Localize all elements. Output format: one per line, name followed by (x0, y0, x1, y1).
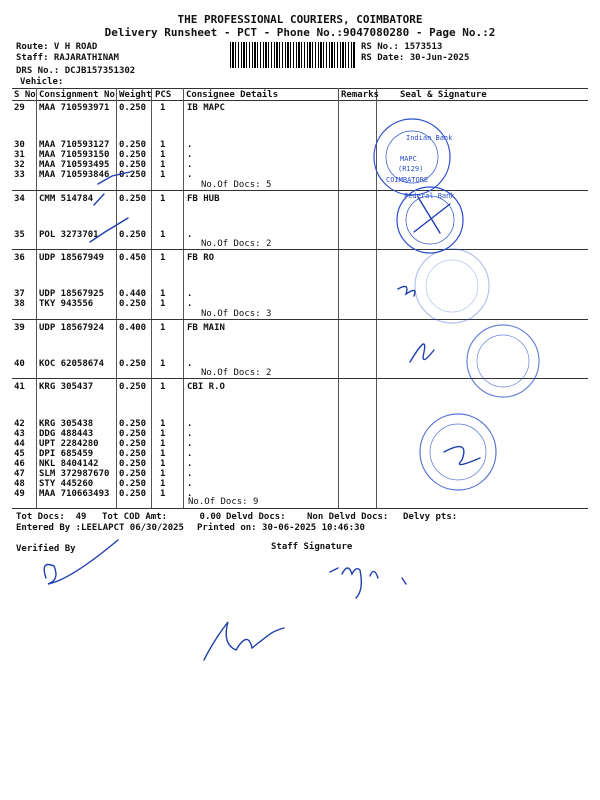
consignment-no-cell: MAA 710593495 (39, 160, 110, 170)
column-header: Consignment No (39, 90, 115, 100)
col-divider (376, 88, 377, 508)
pcs-cell: 1 (160, 323, 166, 333)
s-no-cell: 40 (14, 359, 25, 369)
weight-cell: 0.440 (119, 289, 147, 299)
pcs-cell: 1 (160, 469, 166, 479)
consignee-details-cell: . (187, 289, 193, 299)
consignee-details-cell: . (187, 439, 193, 449)
consignee-details-cell: . (187, 150, 193, 160)
column-header: PCS (155, 90, 172, 100)
consignment-no-cell: DDG 488443 (39, 429, 94, 439)
vehicle-label: Vehicle: (20, 77, 64, 87)
column-header: Weight (119, 90, 152, 100)
barcode (230, 42, 355, 68)
delivered-docs: Delvd Docs: (226, 512, 286, 522)
docs-count: No.Of Docs: 9 (188, 497, 259, 507)
s-no-cell: 49 (14, 489, 25, 499)
consignment-no-cell: NKL 8404142 (39, 459, 99, 469)
pcs-cell: 1 (160, 459, 166, 469)
consignment-no-cell: MAA 710593150 (39, 150, 110, 160)
docs-count: No.Of Docs: 2 (201, 368, 272, 378)
consignment-no-cell: KOC 62058674 (39, 359, 105, 369)
consignee-details-cell: FB HUB (187, 194, 220, 204)
s-no-cell: 39 (14, 323, 25, 333)
s-no-cell: 41 (14, 382, 25, 392)
pcs-cell: 1 (160, 253, 166, 263)
pcs-cell: 1 (160, 230, 166, 240)
consignee-details-cell: . (187, 140, 193, 150)
weight-cell: 0.250 (119, 459, 147, 469)
docs-count: No.Of Docs: 2 (201, 239, 272, 249)
group-divider (12, 249, 588, 250)
s-no-cell: 46 (14, 459, 25, 469)
stamp-city: COIMBATORE (386, 176, 429, 184)
pcs-cell: 1 (160, 289, 166, 299)
consignee-details-cell: . (187, 479, 193, 489)
group-divider (12, 319, 588, 320)
consignment-no-cell: MAA 710593846 (39, 170, 110, 180)
table-top-rule (12, 88, 588, 89)
runsheet-subtitle: Delivery Runsheet - PCT - Phone No.:9047080280 - Page No.:2 (104, 26, 496, 39)
weight-cell: 0.250 (119, 359, 147, 369)
consignee-details-cell: . (187, 359, 193, 369)
pcs-cell: 1 (160, 359, 166, 369)
weight-cell: 0.250 (119, 429, 147, 439)
column-header: Seal & Signature (400, 90, 487, 100)
consignee-details-cell: . (187, 429, 193, 439)
weight-cell: 0.250 (119, 382, 147, 392)
table-bottom-rule (12, 508, 588, 509)
table-header-rule (12, 100, 588, 101)
consignment-no-cell: KRG 305437 (39, 382, 94, 392)
pcs-cell: 1 (160, 489, 166, 499)
s-no-cell: 37 (14, 289, 25, 299)
consignment-no-cell: MAA 710663493 (39, 489, 110, 499)
non-delivered-docs: Non Delvd Docs: (307, 512, 389, 522)
pcs-cell: 1 (160, 103, 166, 113)
delivery-points: Delvy pts: (403, 512, 458, 522)
pcs-cell: 1 (160, 439, 166, 449)
faded-seal (415, 249, 489, 323)
consignee-details-cell: . (187, 459, 193, 469)
weight-cell: 0.400 (119, 323, 147, 333)
column-header: Remarks (341, 90, 379, 100)
s-no-cell: 48 (14, 479, 25, 489)
s-no-cell: 32 (14, 160, 25, 170)
weight-cell: 0.250 (119, 140, 147, 150)
s-no-cell: 30 (14, 140, 25, 150)
col-divider (116, 88, 117, 508)
pcs-cell: 1 (160, 160, 166, 170)
consignee-details-cell: . (187, 419, 193, 429)
col-divider (151, 88, 152, 508)
s-no-cell: 31 (14, 150, 25, 160)
consignee-details-cell: . (187, 469, 193, 479)
consignment-no-cell: CMM 514784 (39, 194, 94, 204)
consignee-details-cell: . (187, 160, 193, 170)
total-cod-amount: Tot COD Amt: 0.00 (102, 512, 222, 522)
weight-cell: 0.250 (119, 469, 147, 479)
consignee-details-cell: . (187, 449, 193, 459)
signature (410, 344, 434, 362)
pcs-cell: 1 (160, 299, 166, 309)
s-no-cell: 38 (14, 299, 25, 309)
staff-signature (330, 568, 378, 598)
pcs-cell: 1 (160, 429, 166, 439)
rs-number: RS No.: 1573513 (361, 42, 443, 52)
consignment-no-cell: STY 445260 (39, 479, 94, 489)
col-divider (183, 88, 184, 508)
signature (414, 197, 450, 233)
weight-cell: 0.250 (119, 103, 147, 113)
consignee-details-cell: IB MAPC (187, 103, 225, 113)
pcs-cell: 1 (160, 194, 166, 204)
consignment-no-cell: UDP 18567925 (39, 289, 105, 299)
s-no-cell: 36 (14, 253, 25, 263)
pcs-cell: 1 (160, 382, 166, 392)
weight-cell: 0.250 (119, 299, 147, 309)
consignment-no-cell: DPI 685459 (39, 449, 94, 459)
group-divider (12, 378, 588, 379)
column-header: S No (14, 90, 36, 100)
route-label: Route: V H ROAD (16, 42, 98, 52)
weight-cell: 0.250 (119, 170, 147, 180)
s-no-cell: 45 (14, 449, 25, 459)
pcs-cell: 1 (160, 449, 166, 459)
weight-cell: 0.250 (119, 449, 147, 459)
consignment-no-cell: MAA 710593971 (39, 103, 110, 113)
stamp-bank-name: Indian Bank (406, 134, 453, 142)
weight-cell: 0.250 (119, 489, 147, 499)
signature-mark (402, 578, 406, 584)
consignment-no-cell: TKY 943556 (39, 299, 94, 309)
col-divider (36, 88, 37, 508)
drs-number: DRS No.: DCJB157351302 (16, 66, 136, 76)
consignee-details-cell: FB MAIN (187, 323, 225, 333)
s-no-cell: 44 (14, 439, 25, 449)
pcs-cell: 1 (160, 479, 166, 489)
group-divider (12, 190, 588, 191)
s-no-cell: 29 (14, 103, 25, 113)
stamp-branch-code: MAPC (400, 155, 417, 163)
consignment-no-cell: UDP 18567924 (39, 323, 105, 333)
pcs-cell: 1 (160, 140, 166, 150)
weight-cell: 0.250 (119, 230, 147, 240)
consignee-details-cell: . (187, 299, 193, 309)
col-divider (338, 88, 339, 508)
printed-on: Printed on: 30-06-2025 10:46:30 (197, 523, 365, 533)
consignee-details-cell: CBI R.O (187, 382, 225, 392)
docs-count: No.Of Docs: 5 (201, 180, 272, 190)
tick-mark (94, 194, 104, 205)
consignee-details-cell: . (187, 170, 193, 180)
signature (444, 447, 480, 465)
stamp-branch-id: (R129) (398, 165, 424, 173)
docs-count: No.Of Docs: 3 (201, 309, 272, 319)
staff-label: Staff: RAJARATHINAM (16, 53, 119, 63)
consignee-details-cell: . (187, 489, 193, 499)
weight-cell: 0.250 (119, 479, 147, 489)
pcs-cell: 1 (160, 419, 166, 429)
weight-cell: 0.250 (119, 194, 147, 204)
s-no-cell: 35 (14, 230, 25, 240)
weight-cell: 0.450 (119, 253, 147, 263)
signature (398, 286, 415, 296)
weight-cell: 0.250 (119, 419, 147, 429)
weight-cell: 0.250 (119, 439, 147, 449)
consignment-no-cell: UPT 2284280 (39, 439, 99, 449)
stamp-federal-bank: Federal Bank (404, 192, 455, 200)
rs-date: RS Date: 30-Jun-2025 (361, 53, 470, 63)
consignment-no-cell: KRG 305438 (39, 419, 94, 429)
s-no-cell: 33 (14, 170, 25, 180)
round-seal (420, 414, 496, 490)
weight-cell: 0.250 (119, 150, 147, 160)
consignee-details-cell: . (187, 230, 193, 240)
consignment-no-cell: SLM 372987670 (39, 469, 110, 479)
consignee-details-cell: FB RO (187, 253, 215, 263)
s-no-cell: 34 (14, 194, 25, 204)
pcs-cell: 1 (160, 150, 166, 160)
pcs-cell: 1 (160, 170, 166, 180)
consignment-no-cell: UDP 18567949 (39, 253, 105, 263)
entered-by: Entered By :LEELAPCT 06/30/2025 (16, 523, 184, 533)
column-header: Consignee Details (186, 90, 279, 100)
total-docs: Tot Docs: 49 (16, 512, 87, 522)
s-no-cell: 43 (14, 429, 25, 439)
consignment-no-cell: MAA 710593127 (39, 140, 110, 150)
s-no-cell: 42 (14, 419, 25, 429)
federal-bank-road-seal (467, 325, 539, 397)
consignment-no-cell: POL 3273701 (39, 230, 99, 240)
s-no-cell: 47 (14, 469, 25, 479)
verified-by-label: Verified By (16, 544, 76, 554)
company-title: THE PROFESSIONAL COURIERS, COIMBATORE (177, 13, 423, 26)
initials-scrawl (204, 622, 284, 660)
staff-signature-label: Staff Signature (271, 542, 353, 552)
weight-cell: 0.250 (119, 160, 147, 170)
